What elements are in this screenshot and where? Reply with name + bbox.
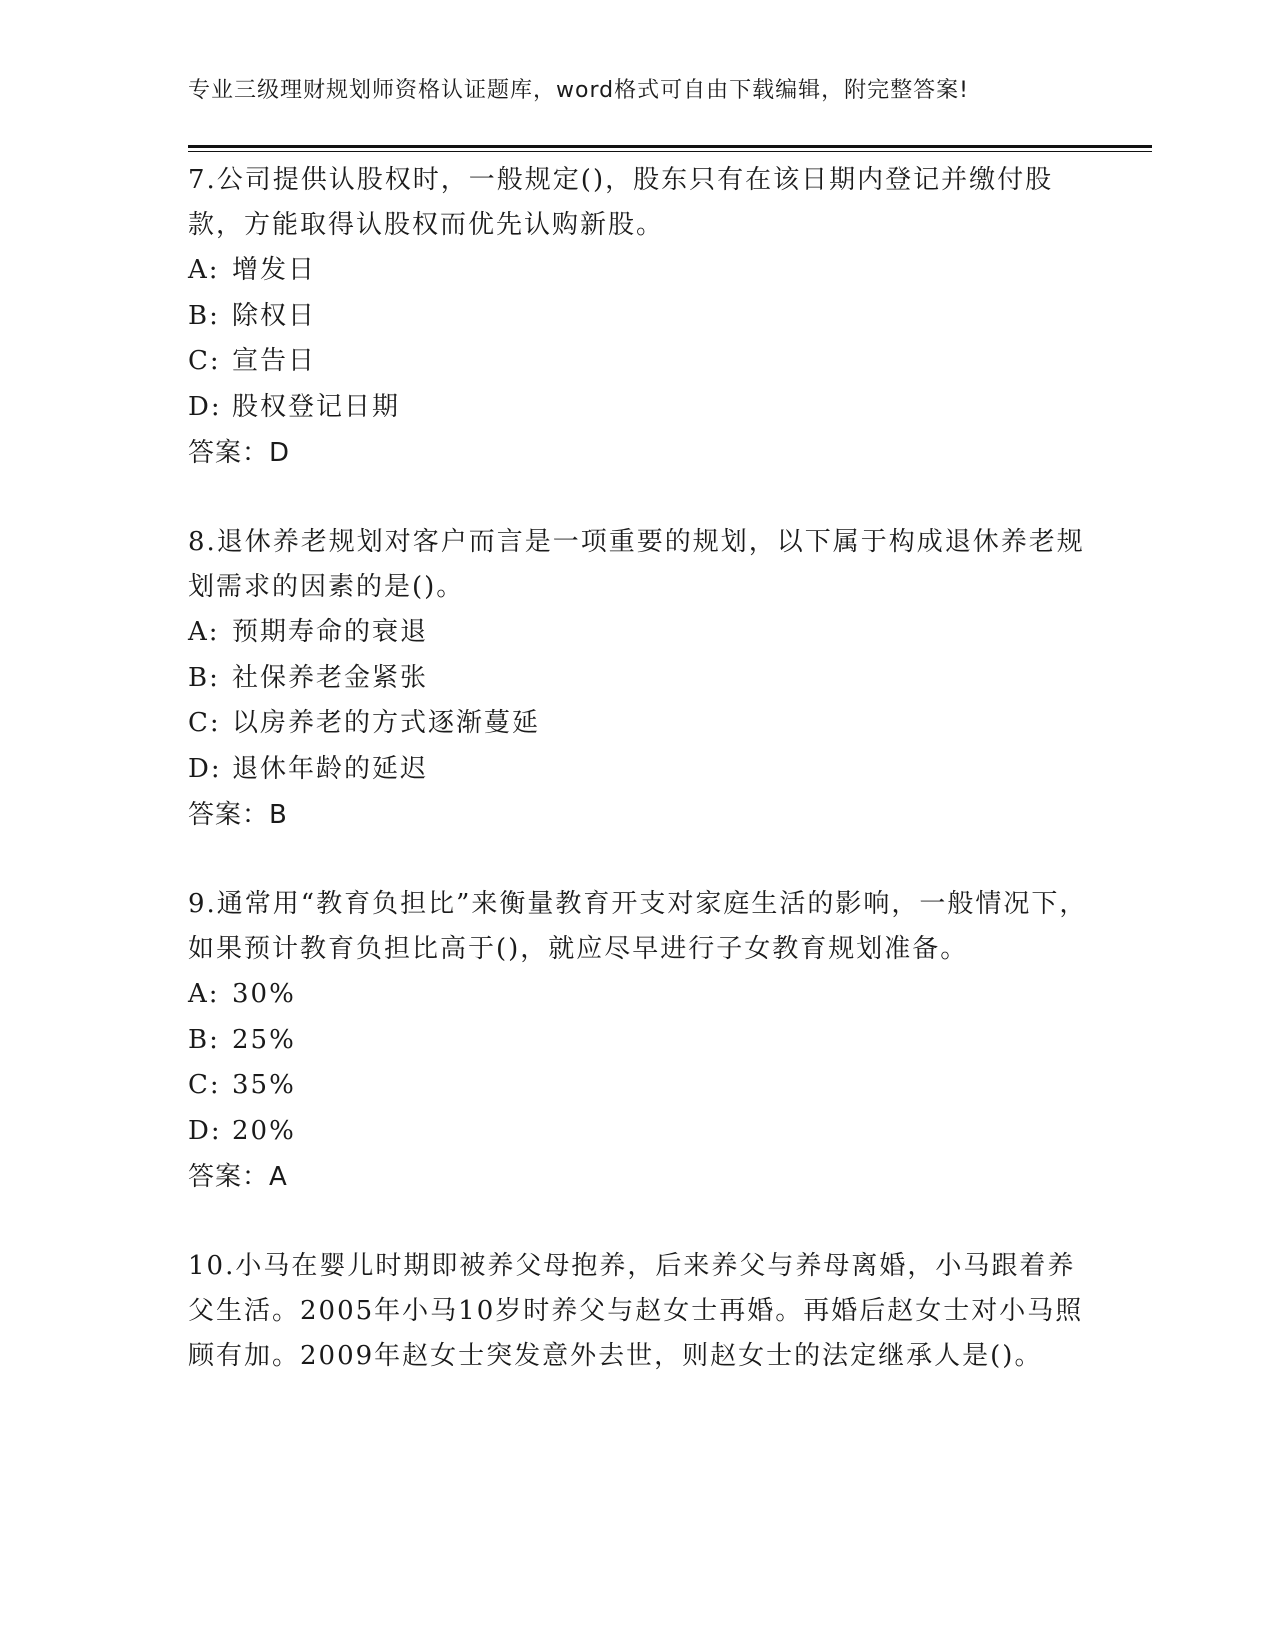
option-text: 除权日 (232, 300, 317, 331)
question-stem: 7.公司提供认股权时，一般规定()，股东只有在该日期内登记并缴付股款，方能取得认股权而优先认购新股。 (188, 165, 1054, 240)
option-c (188, 701, 1088, 747)
answer-line: 答案：A (188, 1162, 288, 1192)
option-text: 宣告日 (232, 346, 317, 376)
option-letter: D: (188, 391, 222, 422)
option-c (188, 339, 1088, 385)
option-c (188, 1063, 1088, 1109)
option-letter: A: (188, 979, 220, 1009)
option-text: 退休年龄的延迟 (232, 753, 429, 784)
option-letter: C: (188, 1070, 221, 1100)
option-letter: A: (188, 255, 220, 285)
option-letter: B: (188, 300, 220, 331)
option-text: 30% (232, 979, 296, 1009)
option-b (188, 656, 1088, 702)
option-a (188, 248, 1088, 294)
question-stem: 10.小马在婴儿时期即被养父母抱养，后来养父与养母离婚，小马跟着养父生活。2005年小马10岁时养父与赵女士再婚。再婚后赵女士对小马照顾有加。2009年赵女士突发意外去世，则赵女士的法定继承人是()。 (188, 1251, 1084, 1371)
answer-line: 答案：B (188, 800, 288, 830)
option-text: 预期寿命的衰退 (232, 617, 429, 647)
option-text: 25% (232, 1024, 296, 1055)
question-7 (188, 158, 1088, 476)
option-text: 增发日 (232, 255, 317, 285)
option-letter: C: (188, 346, 221, 376)
option-d (188, 1109, 1088, 1155)
option-text: 股权登记日期 (232, 391, 401, 422)
option-letter: C: (188, 708, 221, 738)
option-d (188, 385, 1088, 431)
question-8 (188, 520, 1088, 838)
header-rule-thin (188, 151, 1152, 152)
question-stem: 9.通常用“教育负担比”来衡量教育开支对家庭生活的影响，一般情况下，如果预计教育负担比高于()，就应尽早进行子女教育规划准备。 (188, 889, 1088, 964)
option-letter: B: (188, 662, 220, 693)
option-text: 社保养老金紧张 (232, 662, 429, 693)
option-text: 以房养老的方式逐渐蔓延 (232, 708, 541, 738)
option-letter: D: (188, 1115, 222, 1146)
question-list (188, 158, 1088, 1423)
question-stem: 8.退休养老规划对客户而言是一项重要的规划，以下属于构成退休养老规划需求的因素的是()。 (188, 527, 1085, 602)
option-letter: B: (188, 1024, 220, 1055)
answer-line: 答案：D (188, 438, 291, 468)
question-9 (188, 882, 1088, 1200)
option-b (188, 294, 1088, 340)
question-10 (188, 1244, 1088, 1379)
header-rule-thick (188, 145, 1152, 148)
option-d (188, 747, 1088, 793)
option-b (188, 1018, 1088, 1064)
document-header: 专业三级理财规划师资格认证题库，word格式可自由下载编辑，附完整答案! (188, 78, 969, 103)
option-text: 35% (232, 1070, 296, 1100)
option-a (188, 972, 1088, 1018)
option-text: 20% (232, 1115, 296, 1146)
option-letter: A: (188, 617, 220, 647)
option-letter: D: (188, 753, 222, 784)
option-a (188, 610, 1088, 656)
